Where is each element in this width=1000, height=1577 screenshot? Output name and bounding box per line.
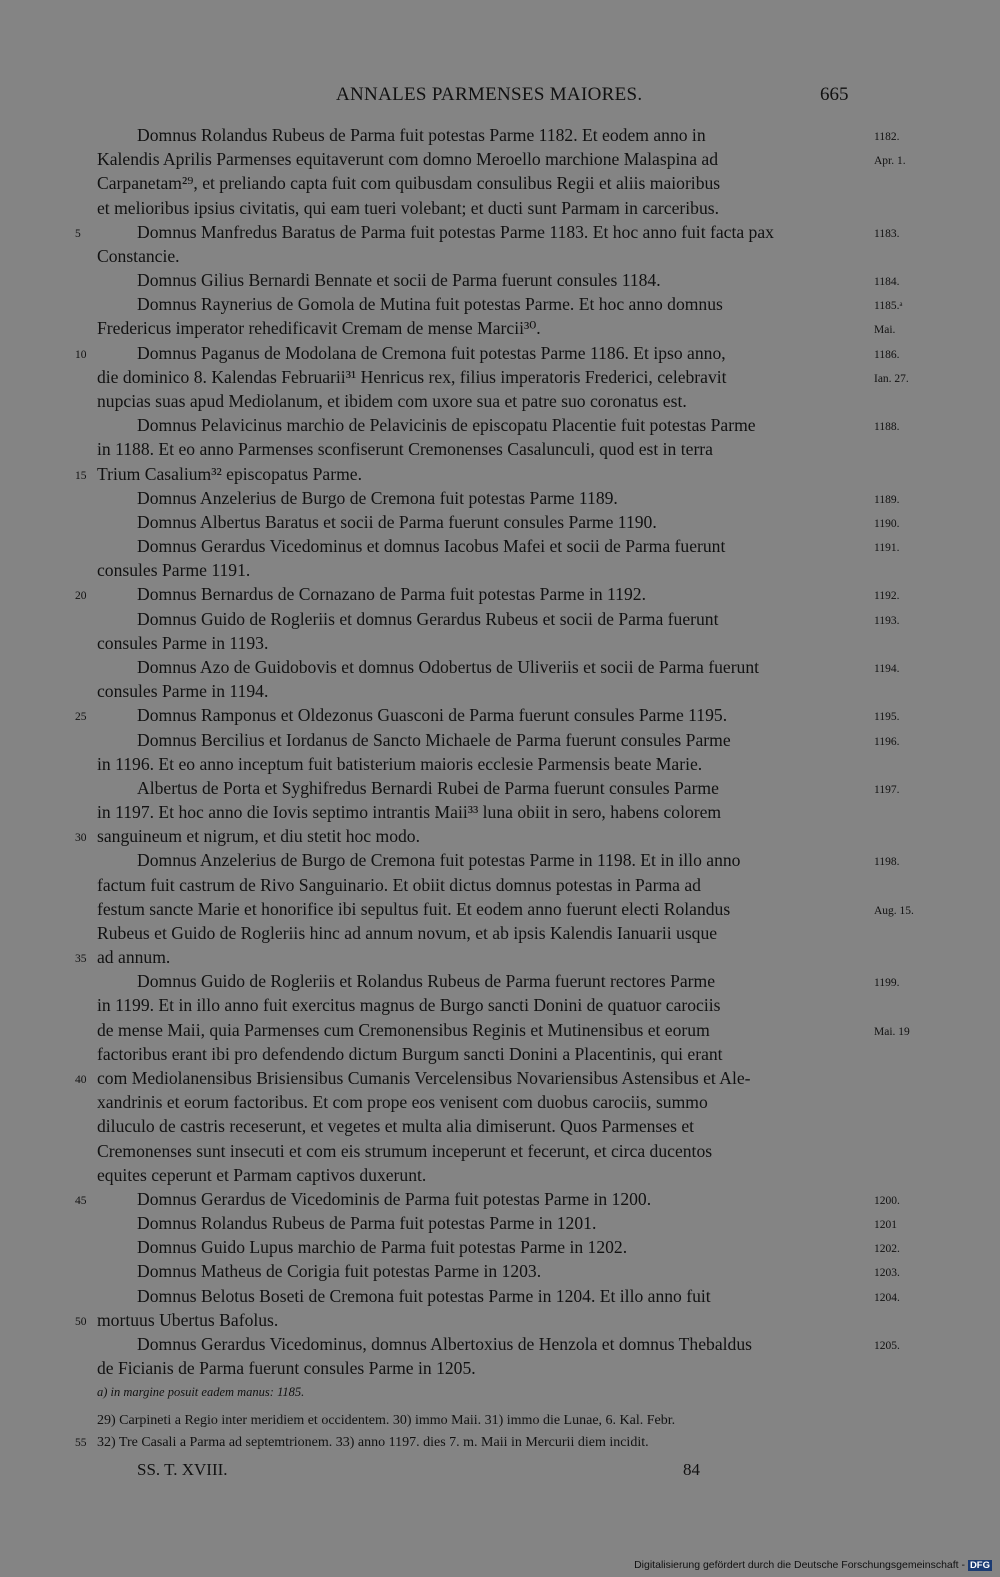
line-number: 40 — [75, 1074, 87, 1086]
text-line: Domnus Gerardus Vicedominus et domnus Iacobus Mafei et socii de Parma fuerunt — [137, 536, 726, 556]
margin-date: 1192. — [874, 590, 900, 602]
text-line: nupcias suas apud Mediolanum, et ibidem com uxore sua et patre suo coronatus est. — [97, 391, 687, 411]
line-number: 45 — [75, 1195, 87, 1207]
margin-date: 1191. — [874, 542, 900, 554]
line-number: 5 — [75, 228, 81, 240]
text-line: in 1197. Et hoc anno die Iovis septimo intrantis Maii³³ luna obiit in sero, habens colorem — [97, 802, 722, 822]
text-line: Domnus Bernardus de Cornazano de Parma fuit potestas Parme in 1192. — [137, 584, 646, 604]
text-line: Domnus Belotus Boseti de Cremona fuit potestas Parme in 1204. Et illo anno fuit — [137, 1286, 711, 1306]
margin-date: 1189. — [874, 494, 900, 506]
footnote-line: 32) Tre Casali a Parma ad septemtrionem. 33) anno 1197. dies 7. m. Maii in Mercurii diem incidit. — [97, 1435, 649, 1450]
line-number: 55 — [75, 1437, 87, 1449]
text-line: Domnus Manfredus Baratus de Parma fuit potestas Parme 1183. Et hoc anno fuit facta pax — [137, 222, 774, 242]
text-line: in 1196. Et eo anno inceptum fuit batisterium maioris ecclesie Parmensis beate Marie. — [97, 754, 703, 774]
margin-date: Aug. 15. — [874, 905, 914, 917]
text-line: et melioribus ipsius civitatis, qui eam tueri volebant; et ducti sunt Parmam in carceribus. — [97, 198, 719, 218]
text-line: factum fuit castrum de Rivo Sanguinario. Et obiit dictus domnus potestas in Parma ad — [97, 875, 701, 895]
text-line: equites ceperunt et Parmam captivos duxerunt. — [97, 1165, 427, 1185]
text-line: Albertus de Porta et Syghifredus Bernardi Rubei de Parma fuerunt consules Parme — [137, 778, 719, 798]
text-line: consules Parme in 1194. — [97, 681, 269, 701]
text-line: Kalendis Aprilis Parmenses equitaverunt com domno Meroello marchione Malaspina ad — [97, 149, 719, 169]
text-line: consules Parme in 1193. — [97, 633, 269, 653]
margin-date: 1203. — [874, 1267, 900, 1279]
page-number: 665 — [820, 84, 849, 105]
critical-note: a) in margine posuit eadem manus: 1185. — [97, 1385, 305, 1399]
margin-date: Apr. 1. — [874, 155, 906, 167]
text-line: Domnus Gerardus Vicedominus, domnus Albertoxius de Henzola et domnus Thebaldus — [137, 1334, 752, 1354]
text-line: Carpanetam²⁹, et preliando capta fuit com quibusdam consulibus Regii et aliis maioribus — [97, 173, 721, 193]
margin-date: 1182. — [874, 131, 900, 143]
margin-date: 1195. — [874, 711, 900, 723]
margin-date: 1183. — [874, 228, 900, 240]
margin-date: 1190. — [874, 518, 900, 530]
text-line: factoribus erant ibi pro defendendo dictum Burgum sancti Donini a Placentinis, qui erant — [97, 1044, 723, 1064]
text-line: Domnus Albertus Baratus et socii de Parma fuerunt consules Parme 1190. — [137, 512, 657, 532]
footnote-line: 29) Carpineti a Regio inter meridiem et occidentem. 30) immo Maii. 31) immo die Lunae, 6. Kal. Febr. — [97, 1413, 676, 1428]
text-line: diluculo de castris receserunt, et vegetes et multa alia dimiserunt. Quos Parmenses et — [97, 1116, 695, 1136]
text-line: Domnus Pelavicinus marchio de Pelavicinis de episcopatu Placentie fuit potestas Parme — [137, 415, 756, 435]
margin-date: 1188. — [874, 421, 900, 433]
line-number: 10 — [75, 349, 87, 361]
margin-date: 1197. — [874, 784, 900, 796]
text-line: Domnus Rolandus Rubeus de Parma fuit potestas Parme 1182. Et eodem anno in — [137, 125, 706, 145]
text-line: Domnus Gerardus de Vicedominis de Parma fuit potestas Parme in 1200. — [137, 1189, 652, 1209]
text-line: Domnus Ramponus et Oldezonus Guasconi de Parma fuerunt consules Parme 1195. — [137, 705, 728, 725]
line-number: 35 — [75, 953, 87, 965]
text-line: in 1199. Et in illo anno fuit exercitus magnus de Burgo sancti Donini de quatuor carociis — [97, 995, 721, 1015]
text-line: ad annum. — [97, 947, 171, 967]
line-number: 15 — [75, 470, 87, 482]
text-line: Domnus Gilius Bernardi Bennate et socii de Parma fuerunt consules 1184. — [137, 270, 661, 290]
line-number: 25 — [75, 711, 87, 723]
series-signature: SS. T. XVIII. — [137, 1460, 228, 1479]
text-line: Trium Casalium³² episcopatus Parme. — [97, 464, 362, 484]
text-line: Domnus Guido de Rogleriis et domnus Gerardus Rubeus et socii de Parma fuerunt — [137, 609, 719, 629]
text-line: Domnus Paganus de Modolana de Cremona fuit potestas Parme 1186. Et ipso anno, — [137, 343, 726, 363]
line-number: 50 — [75, 1316, 87, 1328]
margin-date: Mai. 19 — [874, 1026, 910, 1038]
margin-date: 1185.ᵃ — [874, 300, 903, 312]
dfg-logo: DFG — [969, 1560, 990, 1571]
margin-date: 1194. — [874, 663, 900, 675]
margin-date: 1184. — [874, 276, 900, 288]
text-line: Constancie. — [97, 246, 180, 266]
margin-date: 1198. — [874, 856, 900, 868]
margin-date: 1202. — [874, 1243, 900, 1255]
margin-date: 1204. — [874, 1292, 900, 1304]
line-number: 30 — [75, 832, 87, 844]
margin-date: 1201 — [874, 1219, 897, 1231]
margin-date: Ian. 27. — [874, 373, 909, 385]
text-line: mortuus Ubertus Bafolus. — [97, 1310, 279, 1330]
digitization-credit — [634, 1559, 992, 1571]
text-line: Domnus Raynerius de Gomola de Mutina fuit potestas Parme. Et hoc anno domnus — [137, 294, 723, 314]
text-line: Domnus Matheus de Corigia fuit potestas Parme in 1203. — [137, 1261, 542, 1281]
sheet-signature: 84 — [683, 1460, 700, 1479]
text-line: Cremonenses sunt insecuti et com eis strumum inceperunt et fecerunt, et circa ducentos — [97, 1141, 713, 1161]
text-line: Domnus Anzelerius de Burgo de Cremona fuit potestas Parme 1189. — [137, 488, 618, 508]
text-line: Domnus Bercilius et Iordanus de Sancto Michaele de Parma fuerunt consules Parme — [137, 730, 731, 750]
text-line: in 1188. Et eo anno Parmenses sconfiserunt Cremonenses Casalunculi, quod est in terra — [97, 439, 713, 459]
line-number: 20 — [75, 590, 87, 602]
text-line: de mense Maii, quia Parmenses cum Cremonensibus Reginis et Mutinensibus et eorum — [97, 1020, 710, 1040]
text-line: die dominico 8. Kalendas Februarii³¹ Henricus rex, filius imperatoris Frederici, celebravit — [97, 367, 727, 387]
text-line: Domnus Azo de Guidobovis et domnus Odobertus de Uliveriis et socii de Parma fuerunt — [137, 657, 760, 677]
text-line: de Ficianis de Parma fuerunt consules Parme in 1205. — [97, 1358, 476, 1378]
margin-date: 1196. — [874, 736, 900, 748]
text-line: xandrinis et eorum factoribus. Et com prope eos venisent com duobus carociis, summo — [97, 1092, 708, 1112]
text-line: Domnus Rolandus Rubeus de Parma fuit potestas Parme in 1201. — [137, 1213, 597, 1233]
margin-date: 1186. — [874, 349, 900, 361]
text-line: Domnus Guido de Rogleriis et Rolandus Rubeus de Parma fuerunt rectores Parme — [137, 971, 716, 991]
text-line: com Mediolanensibus Brisiensibus Cumanis Vercelensibus Novariensibus Astensibus et Ale- — [97, 1068, 751, 1088]
margin-date: 1200. — [874, 1195, 900, 1207]
margin-date: 1193. — [874, 615, 900, 627]
text-line: Rubeus et Guido de Rogleriis hinc ad annum novum, et ab ipsis Kalendis Ianuarii usque — [97, 923, 718, 943]
text-line: Domnus Anzelerius de Burgo de Cremona fuit potestas Parme in 1198. Et in illo anno — [137, 850, 741, 870]
margin-date: 1199. — [874, 977, 900, 989]
margin-date: 1205. — [874, 1340, 900, 1352]
credit-text: Digitalisierung gefördert durch die Deutsche Forschungsgemeinschaft - — [634, 1559, 966, 1571]
text-line: Domnus Guido Lupus marchio de Parma fuit potestas Parme in 1202. — [137, 1237, 628, 1257]
text-line: festum sancte Marie et honorifice ibi sepultus fuit. Et eodem anno fuerunt electi Rolandus — [97, 899, 731, 919]
text-line: sanguineum et nigrum, et diu stetit hoc modo. — [97, 826, 420, 846]
running-title: ANNALES PARMENSES MAIORES. — [336, 84, 643, 105]
text-line: consules Parme 1191. — [97, 560, 251, 580]
text-line: Fredericus imperator rehedificavit Cremam de mense Marcii³⁰. — [97, 318, 541, 338]
margin-date: Mai. — [874, 324, 896, 336]
